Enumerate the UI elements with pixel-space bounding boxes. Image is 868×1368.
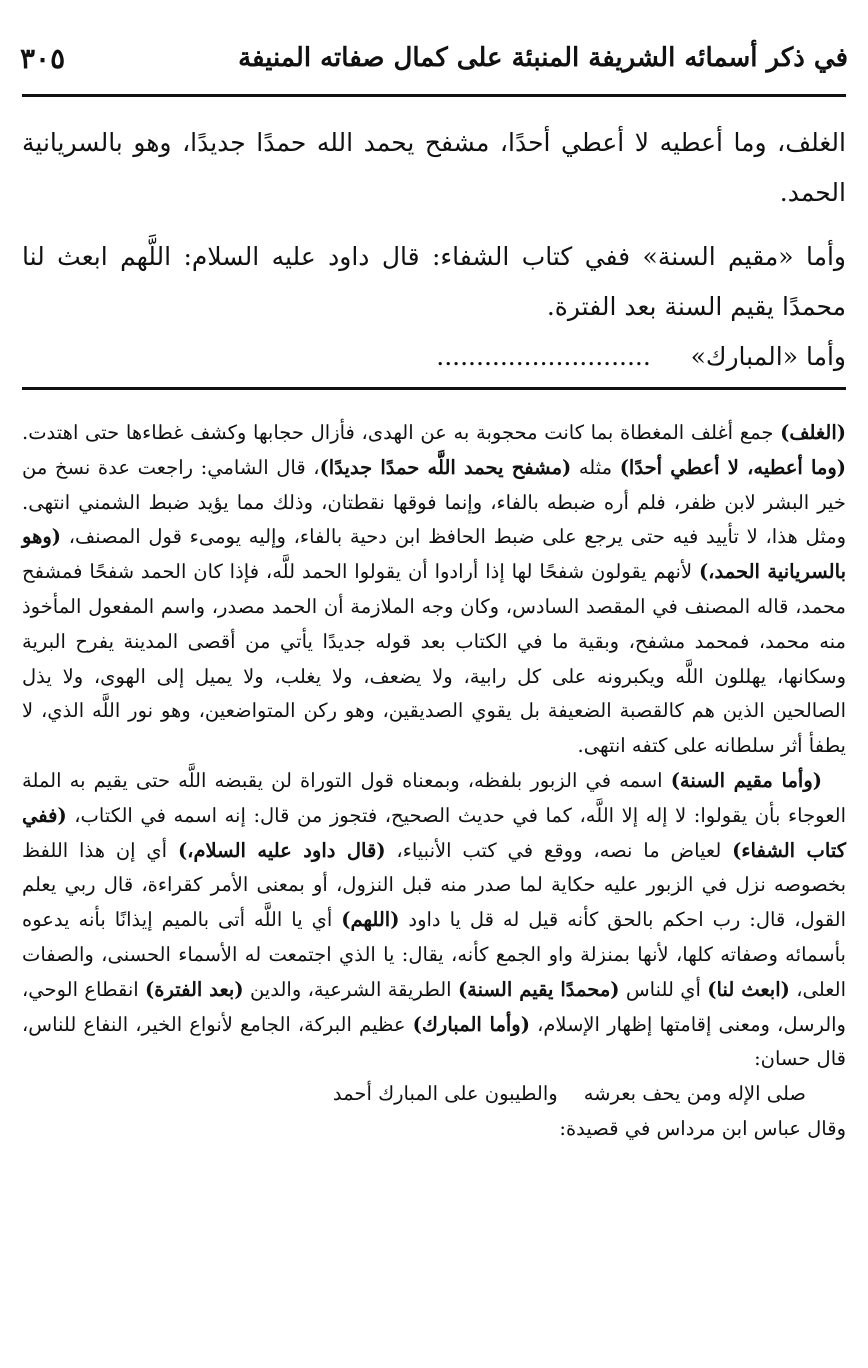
- quoted-phrase: (وأما مقيم السنة): [670, 768, 822, 792]
- commentary-fragment: لعياض ما نصه، ووقع في كتب الأنبياء،: [385, 838, 733, 862]
- running-header: [20, 30, 848, 86]
- main-text-paragraph: [22, 332, 846, 382]
- commentary-fragment: أي إن هذا اللفظ بخصوصه نزل في الزبور عليه حكاية لما صدر منه قبل النزول، أو بمعنى الأمر كقراءة، قال ربي يعلم القول، قال: رب احكم بالحق كأنه قيل له قل يا داود: [22, 838, 847, 932]
- commentary-closing-line: وقال عباس ابن مرداس في قصيدة:: [559, 1116, 846, 1140]
- main-text-paragraph: الغلف، وما أعطيه لا أعطي أحدًا، مشفح يحمد الله حمدًا جديدًا، وهو بالسريانية الحمد.: [22, 128, 846, 207]
- quoted-phrase: (وأما المبارك): [412, 1012, 530, 1036]
- commentary-fragment: اسمه في الزبور بلفظه، وبمعناه قول التوراة لن يقبضه اللَّه حتى يقيم به الملة العوجاء بأن يقولوا: لا إله إلا اللَّه، كما في حديث الصحيح، فتجوز من قال: إنه اسمه في الكتاب،: [22, 768, 846, 827]
- header-divider: [22, 94, 846, 97]
- quoted-phrase: (وما أعطيه، لا أعطي أحدًا): [619, 455, 846, 479]
- quoted-phrase: (محمدًا يقيم السنة): [457, 977, 620, 1001]
- verse-hemistich: والطيبون على المبارك أحمد: [332, 1082, 558, 1106]
- quoted-phrase: (وهو بالسريانية الحمد،): [22, 525, 846, 584]
- commentary-fragment: الطريقة الشرعية، والدين: [243, 977, 458, 1001]
- commentary-fragment: أي للناس: [619, 977, 708, 1001]
- quoted-phrase: (الغلف): [780, 421, 846, 444]
- quoted-phrase: (ابعث لنا): [707, 977, 790, 1001]
- quoted-phrase: (اللهم): [341, 908, 400, 932]
- commentary-fragment: لأنهم يقولون شفحًا لها إذا أرادوا أن يقولوا الحمد للَّه، فإذا كان الحمد شفحًا فمشفح محمد، قاله المصنف في المقصد السادس، وكان وجه الملازمة أن الحمد مصدر، واسم المفعول المأخوذ منه محمد، فمحمد مشفح، وبقية ما في الكتاب بعد قوله جديدًا يأتي من أقصى المدينة يفرح البرية وسكانها، يهللون اللَّه ويكبرونه على كل رابية، ولا يضعف، ولا يغلب، ولا يميل إلى الهوى، ولا يذل الصالحين الذين هم كالقصبة الضعيفة بل يقوي الصديقين، وهو ركن المتواضعين، وهو نور اللَّه الذي، لا يطفأ أثر سلطانه على كتفه انتهى.: [22, 560, 846, 758]
- ellipsis-dots: ...........................: [436, 342, 651, 371]
- commentary-fragment: انقطاع الوحي، والرسل، ومعنى إقامتها إظهار الإسلام،: [22, 977, 846, 1036]
- commentary-paragraph: [22, 416, 846, 764]
- commentary-fragment: عظيم البركة، الجامع لأنواع الخير، النفاع للناس، قال حسان:: [22, 1012, 846, 1071]
- poetry-verse: [22, 1077, 806, 1112]
- commentary-paragraph: [22, 764, 846, 1077]
- quoted-phrase: (بعد الفترة): [145, 977, 244, 1001]
- main-text: [22, 118, 846, 382]
- commentary-fragment: أي يا اللَّه أتى بالميم إيذانًا بأنه يدعوه بأسمائه وصفاته كلها، لأنها بمنزلة واو الجمع كأنه، يقال: يا الذي اجتمعت له الأسماء الحسنى، والصفات العلى،: [22, 908, 846, 1001]
- commentary-fragment: جمع أغلف المغطاة بما كانت محجوبة به عن الهدى، فأزال حجابها وكشف غطاءها حتى اهتدت.: [22, 421, 781, 444]
- running-title: في ذكر أسمائه الشريفة المنبئة على كمال صفاته المنيفة: [238, 43, 848, 73]
- verse-hemistich: صلى الإله ومن يحف بعرشه: [583, 1082, 806, 1106]
- commentary-text: [22, 416, 846, 1147]
- main-text-paragraph: وأما «مقيم السنة» ففي كتاب الشفاء: قال داود عليه السلام: اللَّهم ابعث لنا محمدًا يقيم السنة بعد الفترة.: [22, 242, 846, 321]
- quoted-phrase: (مشفح يحمد اللَّه حمدًا جديدًا): [319, 455, 572, 479]
- main-text-fragment: وأما «المبارك»: [690, 342, 846, 371]
- commentary-fragment: مثله: [571, 455, 620, 479]
- quoted-phrase: (ففي كتاب الشفاء): [22, 803, 847, 862]
- commentary-fragment: ، قال الشامي: راجعت عدة نسخ من خير البشر لابن ظفر، فلم أره ضبطه بالفاء، وإنما فوقها نقطتان، وذلك مما يؤيد ضبط الشمني انتهى. ومثل هذا، لا تأييد فيه حتى يرجع على ضبط الحافظ ابن دحية بالفاء، وإليه يومىء قول المصنف،: [22, 455, 846, 549]
- quoted-phrase: (قال داود عليه السلام،): [177, 838, 386, 862]
- page-number: ٣٠٥: [20, 41, 66, 75]
- commentary-divider: [22, 387, 846, 390]
